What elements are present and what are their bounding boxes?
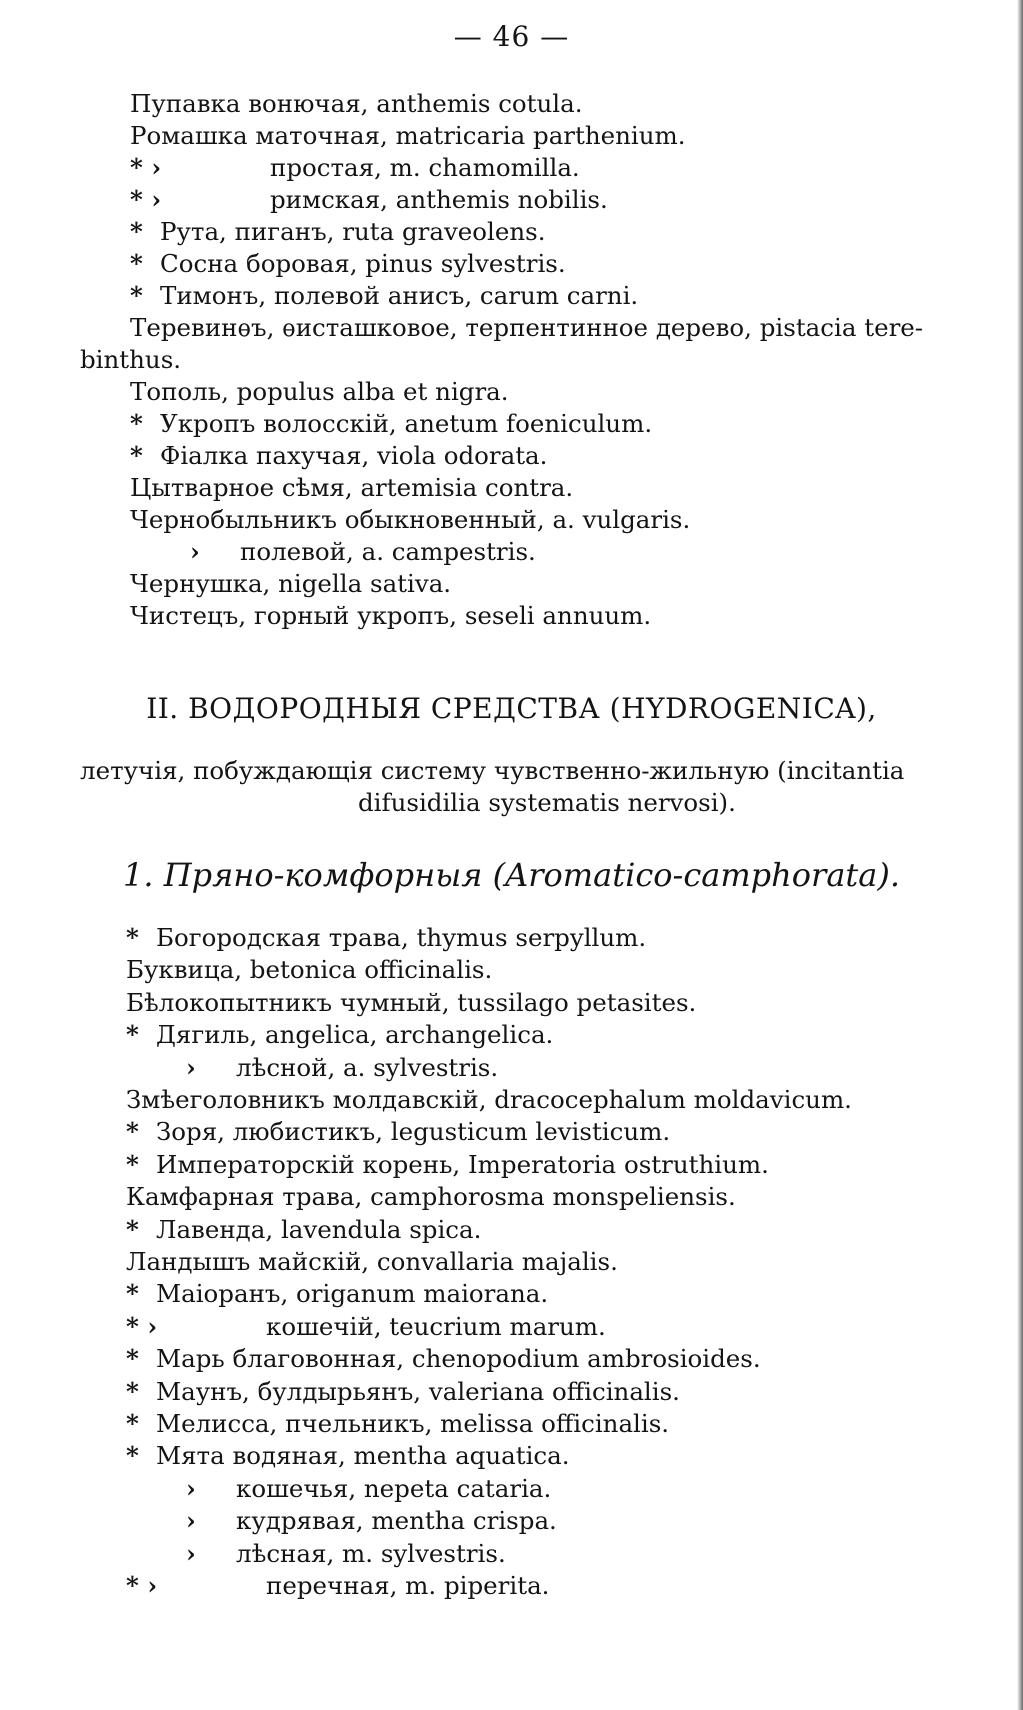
entry-text: лѣсная, m. sylvestris. — [236, 1538, 506, 1568]
entry-text: Тимонъ, полевой анисъ, carum carni. — [160, 281, 639, 310]
entry-text: Укропъ волосскій, anetum foeniculum. — [160, 409, 653, 438]
entry-marker: * — [126, 1279, 139, 1309]
section-subheading-line-1: летучія, побуждающія систему чувственно-жильную (incitantia — [80, 756, 905, 785]
entry-marker: › — [186, 1538, 196, 1568]
entry-marker: * — [130, 217, 143, 246]
section-heading: II. ВОДОРОДНЫЯ СРЕДСТВА (HYDROGENICA), — [146, 692, 877, 725]
entry-text: Мята водяная, mentha aquatica. — [156, 1441, 570, 1471]
entry-text: Императорскій корень, Imperatoria ostruthium. — [156, 1149, 769, 1179]
entry-marker: * › — [126, 1311, 158, 1341]
entry-text: Лавенда, lavendula spica. — [156, 1214, 482, 1244]
entry-marker: * — [130, 441, 143, 470]
entry-marker: * — [130, 409, 143, 438]
entry-text: Рута, пиганъ, ruta graveolens. — [160, 217, 546, 246]
entry-marker: * › — [130, 153, 162, 182]
entry-text: лѣсной, a. sylvestris. — [236, 1052, 499, 1082]
entry-text: Змѣеголовникъ молдавскій, dracocephalum moldavicum. — [126, 1085, 852, 1114]
entry-marker: * — [126, 1376, 139, 1406]
entry-text: Мелисса, пчельникъ, melissa officinalis. — [156, 1409, 670, 1438]
entry-text: римская, anthemis nobilis. — [270, 185, 608, 214]
entry-text: Маіоранъ, origanum maiorana. — [156, 1279, 549, 1309]
page-edge-shadow — [1017, 0, 1023, 1710]
entry-marker: * — [126, 1117, 139, 1147]
entry-text: Фіалка пахучая, viola odorata. — [160, 441, 548, 470]
entry-text: Тополь, populus alba et nigra. — [130, 377, 509, 406]
entry-marker: › — [186, 1052, 196, 1082]
entry-text: Ландышъ майскій, convallaria majalis. — [126, 1247, 618, 1276]
entry-text: кошечья, nepeta cataria. — [236, 1473, 552, 1503]
entry-text: Зоря, любистикъ, legusticum levisticum. — [156, 1117, 671, 1147]
entry-marker: * — [126, 1149, 139, 1179]
entry-marker: › — [186, 1473, 196, 1503]
entry-text: Цытварное сѣмя, artemisia contra. — [130, 473, 574, 502]
entry-marker: * › — [130, 185, 162, 214]
subsection-title: 1. Пряно-комфорныя (Aromatico-camphorata). — [123, 856, 900, 894]
entry-marker: * — [126, 1409, 139, 1438]
entry-text: Чернобыльникъ обыкновенный, a. vulgaris. — [130, 505, 691, 534]
entry-text: простая, m. chamomilla. — [270, 153, 580, 182]
section-subheading-line-2: difusidilia systematis nervosi). — [358, 788, 736, 817]
entry-marker: * — [126, 1441, 139, 1471]
entry-marker: * — [130, 249, 143, 278]
entry-marker: * › — [126, 1571, 158, 1600]
entry-text: кудрявая, mentha crispa. — [236, 1506, 557, 1536]
entry-text: Камфарная трава, camphorosma monspeliensis. — [126, 1182, 736, 1212]
entry-text: Бѣлокопытникъ чумный, tussilago petasites. — [126, 987, 697, 1017]
entry-marker: * — [126, 923, 139, 952]
entry-marker: * — [126, 1020, 139, 1050]
entry-text: Дягиль, angelica, archangelica. — [156, 1020, 554, 1050]
entry-marker: * — [126, 1214, 139, 1244]
entry-text: кошечій, teucrium marum. — [266, 1311, 606, 1341]
entry-text: полевой, a. campestris. — [240, 537, 536, 566]
entry-text: Чистецъ, горный укропъ, seseli annuum. — [130, 601, 652, 630]
entry-marker: * — [126, 1344, 139, 1374]
entry-text: Буквица, betonica officinalis. — [126, 955, 493, 985]
entry-text: Пупавка вонючая, anthemis cotula. — [130, 89, 583, 118]
entry-text: Теревинѳъ, ѳисташковое, терпентинное дерево, pistacia tere- — [130, 313, 924, 342]
entry-text: Маунъ, булдырьянъ, valeriana officinalis. — [156, 1376, 680, 1406]
entry-marker: › — [186, 1506, 196, 1536]
entry-text: Марь благовонная, chenopodium ambrosioides. — [156, 1344, 761, 1374]
entry-text: Богородская трава, thymus serpyllum. — [156, 923, 647, 952]
entry-marker: › — [190, 537, 200, 566]
entry-marker: * — [130, 281, 143, 310]
page-number: — 46 — — [453, 20, 570, 53]
entry-text: Ромашка маточная, matricaria parthenium. — [130, 121, 686, 150]
entry-continuation: binthus. — [80, 345, 182, 374]
entry-text: перечная, m. piperita. — [266, 1571, 550, 1600]
entry-text: Сосна боровая, pinus sylvestris. — [160, 249, 566, 278]
entry-text: Чернушка, nigella sativa. — [130, 569, 452, 598]
